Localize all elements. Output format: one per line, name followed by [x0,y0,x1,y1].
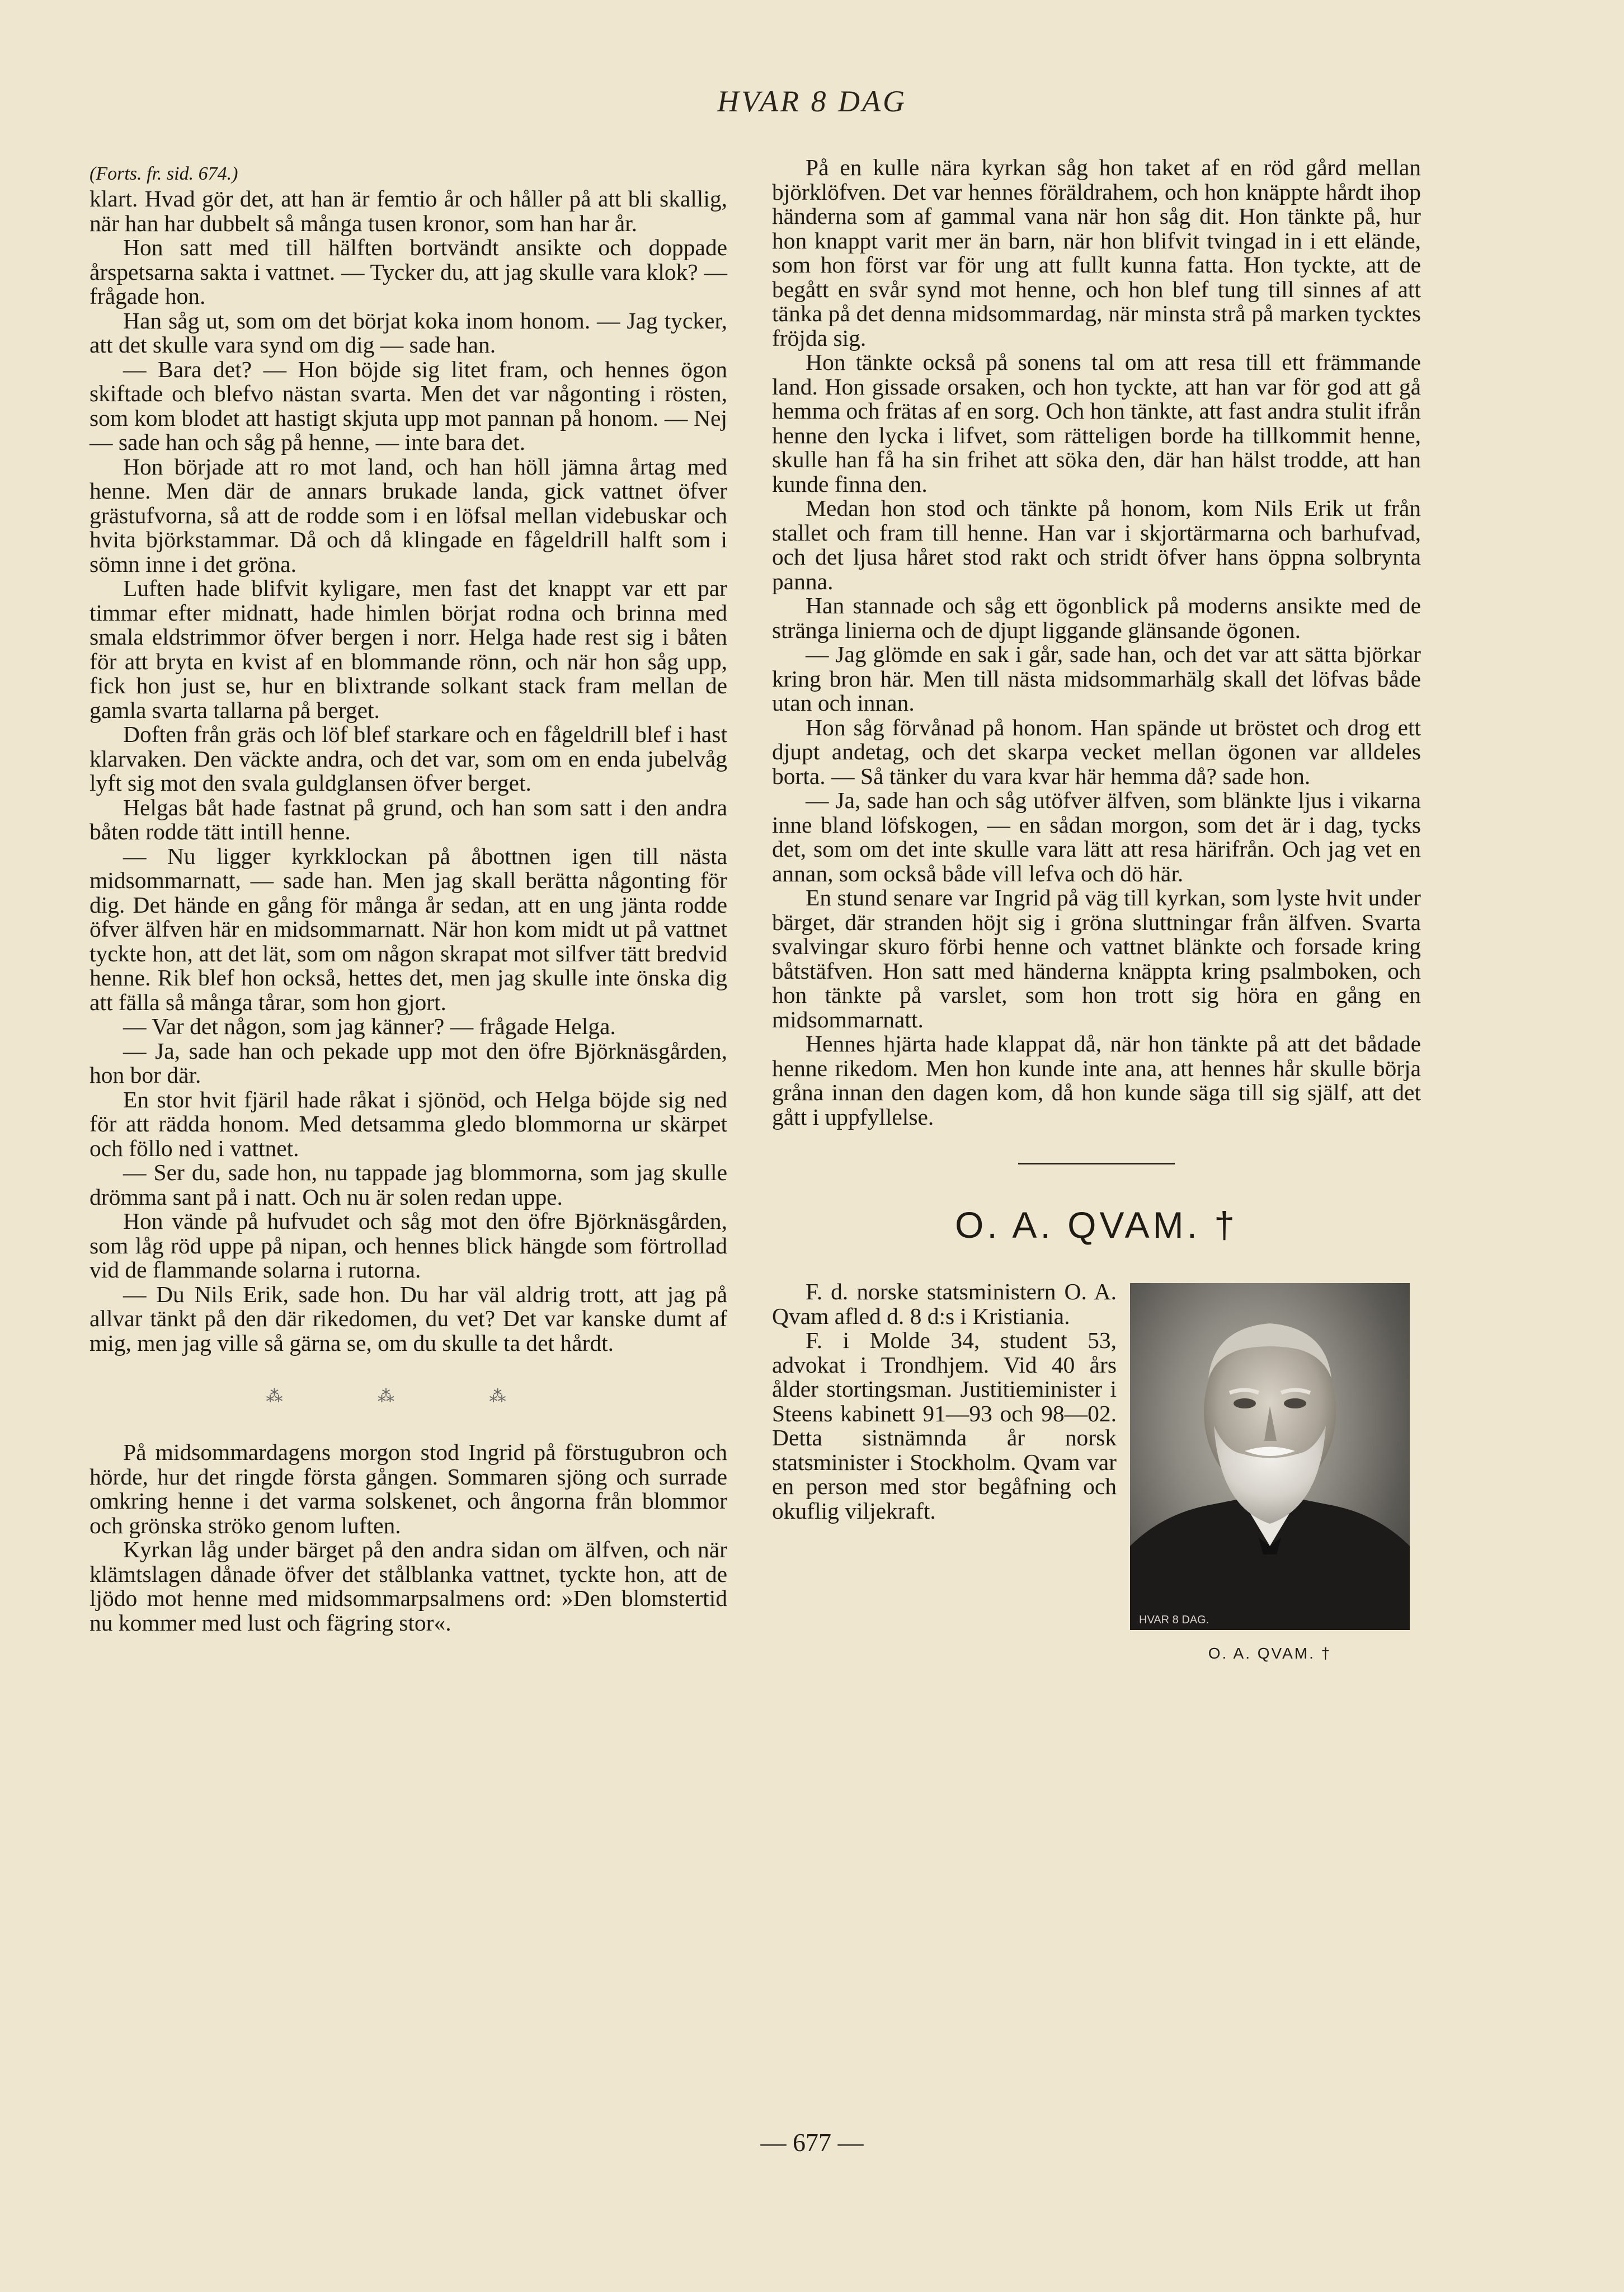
paragraph: Doften från gräs och löf blef starkare och en fågeldrill blef i hast klarvaken. Den väckte andra, och det var, som om en enda jubelvåg lyft sig mot den svala guldglansen öfver berget. [90,721,727,796]
paragraph: Hennes hjärta hade klappat då, när hon tänkte på att det bådade henne rikedom. Men hon kunde inte ana, att hennes hår skulle börja gråna innan den dagen kom, då hon kunde säga till sig själf, att det gått i uppfyllelse. [772,1031,1421,1130]
paragraph: — Ser du, sade hon, nu tappade jag blommorna, som jag skulle drömma sant på i natt. Och nu är solen redan uppe. [90,1159,727,1210]
obituary-title: O. A. QVAM. † [955,1204,1238,1246]
section-separator: ⁂ ⁂ ⁂ [266,1387,551,1406]
paragraph: — Ja, sade han och såg utöfver älfven, som blänkte ljus i vikarna inne bland löfskogen, — en sådan morgon, som det är i dag, tycks det, som om det inte skulle vara lätt att resa härifrån. Och jag vet en annan, som också både vill lefva och dö här. [772,787,1421,886]
paragraph: Hon såg förvånad på honom. Han spände ut bröstet och drog ett djupt andetag, och det skarpa vecket mellan ögonen var alldeles borta. — Så tänker du vara kvar här hemma då? sade hon. [772,714,1421,789]
obituary [772,1279,1421,1662]
right-column [772,156,1421,1674]
paragraph: — Bara det? — Hon böjde sig litet fram, och hennes ögon skiftade och blefvo nästan svarta. Men det var någonting i rösten, som kom blodet att hastigt skjuta upp mot pannan på honom. — Nej — sade han och såg på henne, — inte bara det. [90,356,727,455]
paragraph: — Nu ligger kyrkklockan på åbottnen igen till nästa midsommarnatt, — sade han. Men jag skall berätta någonting för dig. Det hände en gång för många år sedan, att en ung jänta rodde öfver älfven här en midsommarnatt. När hon kom midt ut på vattnet tyckte hon, att det lät, som om någon skrapat mot silfver tätt bredvid henne. Rik blef hon också, hettes det, men jag skulle inte önska dig att fälla så många tårar, som hon gjort. [90,843,727,1015]
paragraph: En stor hvit fjäril hade råkat i sjönöd, och Helga böjde sig ned för att rädda honom. Med detsamma gledo blommorna ur skärpet och föllo ned i vattnet. [90,1086,727,1161]
obituary-paragraph: F. d. norske statsministern O. A. Qvam afled d. 8 d:s i Kristiania. [772,1279,1117,1329]
paragraph: Hon tänkte också på sonens tal om att resa till ett främmande land. Hon gissade orsaken, och hon tyckte, att han var för god att gå hemma och frätas af en sorg. Och hon tänkte, att fast andra stulit ifrån henne den lycka i lifvet, som rätteligen borde ha tillkommit henne, skulle han få ha sin frihet att söka den, där han hälst trodde, att han kunde finna den. [772,349,1421,497]
paragraph: Kyrkan låg under bärget på den andra sidan om älfven, och när klämtslagen dånade öfver det stålblanka vattnet, tyckte hon, att de ljödo mot henne med midsommarpsalmens ord: »Den blomstertid nu kommer med lust och fägring stor«. [90,1537,727,1636]
paragraph: — Jag glömde en sak i går, sade han, och det var att sätta björkar kring bron här. Men till nästa midsommarhälg skall det löfvas både utan och innan. [772,641,1421,716]
paragraph: — Ja, sade han och pekade upp mot den öfre Björknäsgården, hon bor där. [90,1037,727,1088]
paragraph: Hon vände på hufvudet och såg mot den öfre Björknäsgården, som låg röd uppe på nipan, och hennes blick hängde som förtrollad vid de flammande solarna i rutorna. [90,1208,727,1283]
paragraph: — Var det någon, som jag känner? — frågade Helga. [123,1013,616,1039]
portrait-illustration [1130,1283,1410,1630]
page-header: HVAR 8 DAG [717,84,907,118]
paragraph: Helgas båt hade fastnat på grund, och han som satt i den andra båten rodde tätt intill henne. [90,794,727,844]
paragraph: Medan hon stod och tänkte på honom, kom Nils Erik ut från stallet och fram till henne. Han var i skjortärmarna och barhufvad, och det ljusa håret stod rakt och stridt öfver hans öppna solbrynta panna. [772,495,1421,594]
paragraph: Luften hade blifvit kyligare, men fast det knappt var ett par timmar efter midnatt, hade himlen börjat rodna och brinna med smala eldstrimmor öfver bergen i norr. Helga hade rest sig i båten för att bryta en kvist af en blommande rönn, och när hon såg upp, fick hon just se, hur en blixtrande solkant stack fram mellan de gamla svarta tallarna på berget. [90,575,727,723]
left-column [90,162,727,1635]
portrait-photo [1130,1283,1410,1630]
paragraph: klart. Hvad gör det, att han är femtio år och håller på att bli skallig, när han har dubbelt så många tusen kronor, som han har år. [90,186,727,236]
paragraph: — Du Nils Erik, sade hon. Du har väl aldrig trott, att jag på allvar tänkt på den där rikedomen, du vet? Det var kanske dumt af mig, men jag ville så gärna se, om du skulle ta det hårdt. [90,1281,727,1356]
paragraph: På midsommardagens morgon stod Ingrid på förstugubron och hörde, hur det ringde första gången. Sommaren sjöng och surrade omkring henne i det varma solskenet, och ångorna från blommor och grönska ströko genom luften. [90,1439,727,1538]
portrait-figure [1130,1283,1410,1662]
paragraph: På en kulle nära kyrkan såg hon taket af en röd gård mellan björklöfven. Det var hennes föräldrahem, och hon knäppte hårdt ihop händerna som af gammal vana när hon såg dit. Hon tänkte på, hur hon knappt varit mer än barn, när hon blifvit tvingad in i ett elände, som hon först var för ung att fullt kunna fatta. Hon tyckte, att de begått en svår synd mot henne, och hon blef tung till sinnes af att tänka på det denna midsommardag, när minsta strå på marken tycktes fröjda sig. [772,154,1421,351]
obituary-paragraph: F. i Molde 34, student 53, advokat i Trondhjem. Vid 40 års ålder stortingsman. Justitieminister i Steens kabinett 91—93 och 98—02. Detta sistnämnda år norsk statsminister i Stockholm. Qvam var en person med stor begåfning och okuflig viljekraft. [772,1327,1117,1524]
paragraph: Han såg ut, som om det börjat koka inom honom. — Jag tycker, att det skulle vara synd om dig — sade han. [90,307,727,358]
paragraph: Hon satt med till hälften bortvändt ansikte och doppade årspetsarna sakta i vattnet. — Tycker du, att jag skulle vara klok? — frågade hon. [90,234,727,309]
paragraph: En stund senare var Ingrid på väg till kyrkan, som lyste hvit under bärget, där stranden höjt sig i gröna sluttningar från älfven. Svarta svalvingar skuro förbi henne och vattnet blänkte och forsade kring båtstäfven. Hon satt med händerna knäppta kring psalmboken, och hon tänkte på varslet, som hon trott sig höra en gång en midsommarnatt. [772,885,1421,1032]
page-number: — 677 — [760,2128,864,2157]
paragraph: Han stannade och såg ett ögonblick på moderns ansikte med de stränga linierna och de djupt liggande glänsande ögonen. [772,593,1421,643]
paragraph: Hon började att ro mot land, och han höll jämna årtag med henne. Men där de annars brukade landa, gick vattnet öfver grästufvorna, så att de rodde som i en löfsal mellan videbuskar och hvita björkstammar. Då och då klingade en fågeldrill halft som i sömn inne i det gröna. [90,453,727,577]
portrait-caption: O. A. QVAM. † [1208,1645,1332,1662]
photo-imprint: HVAR 8 DAG. [1139,1614,1209,1626]
section-divider [1018,1163,1175,1164]
continuation-note: (Forts. fr. sid. 674.) [90,163,238,184]
